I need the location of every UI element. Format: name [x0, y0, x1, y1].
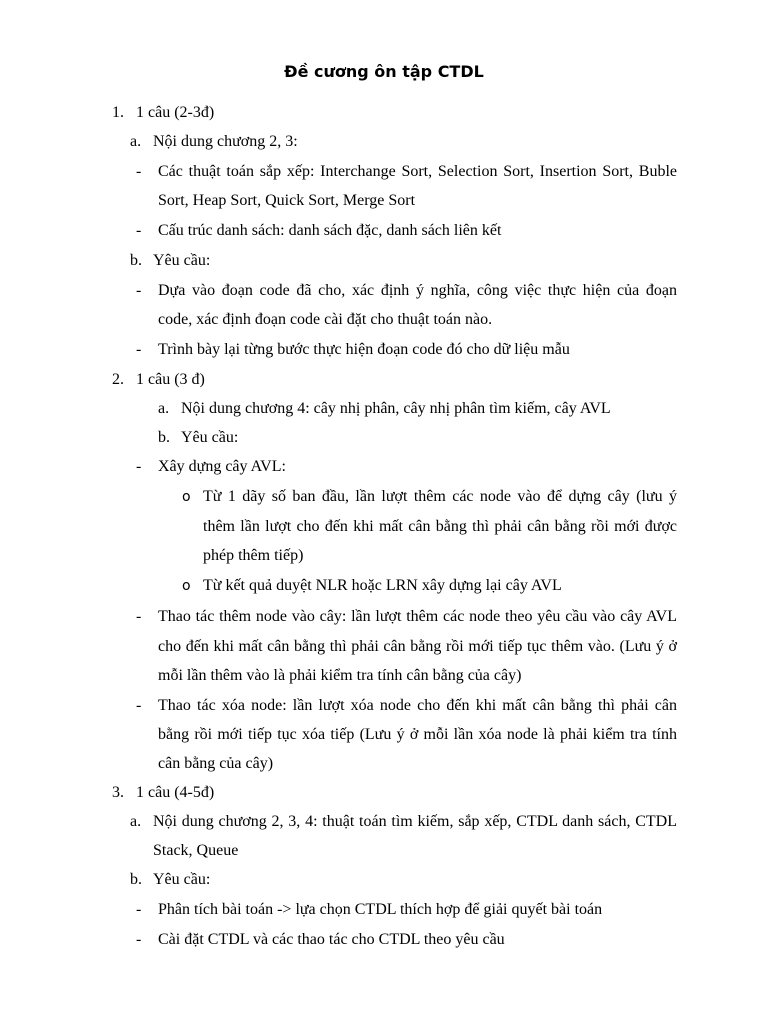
dash-bullet: -	[136, 163, 142, 180]
section-2-heading: 1 câu (3 đ)	[136, 371, 205, 388]
section-1-b-marker: b.	[130, 252, 142, 269]
section-1-a-label: Nội dung chương 2, 3:	[153, 133, 298, 150]
list-item-text: Dựa vào đoạn code đã cho, xác định ý nghĩa, công việc thực hiện của đoạn	[158, 282, 677, 299]
dash-bullet: -	[136, 222, 142, 239]
section-3-a-label: Stack, Queue	[153, 842, 239, 859]
dash-bullet: -	[136, 931, 142, 948]
list-item-text: thêm lần lượt cho đến khi mất cân bằng thì phải cân bằng rồi mới được	[203, 518, 677, 535]
circle-bullet-icon: o	[182, 578, 191, 594]
section-number-2: 2.	[112, 371, 124, 388]
section-3-b-marker: b.	[130, 871, 142, 888]
list-item-text: Xây dựng cây AVL:	[158, 458, 286, 475]
dash-bullet: -	[136, 282, 142, 299]
circle-bullet-icon: o	[182, 489, 191, 505]
section-1-a-marker: a.	[130, 133, 142, 150]
list-item-text: bằng rồi mới tiếp tục xóa tiếp (Lưu ý ở mỗi lần xóa node là phải kiểm tra tính	[158, 726, 677, 743]
list-item-text: Cấu trúc danh sách: danh sách đặc, danh sách liên kết	[158, 222, 502, 239]
list-item-text: Trình bày lại từng bước thực hiện đoạn code đó cho dữ liệu mẫu	[158, 341, 570, 358]
section-1-b-label: Yêu cầu:	[153, 252, 211, 269]
section-3-b-label: Yêu cầu:	[153, 871, 211, 888]
section-2-a-marker: a.	[158, 400, 170, 417]
section-2-b-marker: b.	[158, 429, 170, 446]
section-3-heading: 1 câu (4-5đ)	[136, 784, 215, 801]
section-3-a-label: Nội dung chương 2, 3, 4: thuật toán tìm kiếm, sắp xếp, CTDL danh sách, CTDL	[153, 813, 677, 830]
list-item-text: cho đến khi mất cân bằng thì phải cân bằng rồi mới tiếp tục thêm vào. (Lưu ý ở	[158, 638, 677, 655]
list-item-text: Các thuật toán sắp xếp: Interchange Sort, Selection Sort, Insertion Sort, Buble	[158, 163, 677, 180]
section-1-heading: 1 câu (2-3đ)	[136, 104, 215, 121]
list-item-text: Phân tích bài toán -> lựa chọn CTDL thích hợp để giải quyết bài toán	[158, 901, 603, 918]
document-title: Đề cương ôn tập CTDL	[284, 62, 484, 81]
list-item-text: code, xác định đoạn code cài đặt cho thuật toán nào.	[158, 311, 493, 328]
list-item-text: phép thêm tiếp)	[203, 547, 304, 564]
list-item-text: Thao tác thêm node vào cây: lần lượt thêm các node theo yêu cầu vào cây AVL	[158, 608, 677, 625]
dash-bullet: -	[136, 458, 142, 475]
section-number-1: 1.	[112, 104, 124, 121]
list-item-text: Thao tác xóa node: lần lượt xóa node cho đến khi mất cân bằng thì phải cân	[158, 697, 677, 714]
section-2-a-label: Nội dung chương 4: cây nhị phân, cây nhị phân tìm kiếm, cây AVL	[181, 400, 611, 417]
dash-bullet: -	[136, 608, 142, 625]
dash-bullet: -	[136, 341, 142, 358]
dash-bullet: -	[136, 697, 142, 714]
list-item-text: Sort, Heap Sort, Quick Sort, Merge Sort	[158, 192, 416, 209]
list-item-text: Từ kết quả duyệt NLR hoặc LRN xây dựng lại cây AVL	[203, 577, 562, 594]
section-number-3: 3.	[112, 784, 124, 801]
list-item-text: Cài đặt CTDL và các thao tác cho CTDL theo yêu cầu	[158, 931, 505, 948]
dash-bullet: -	[136, 901, 142, 918]
list-item-text: cân bằng của cây)	[158, 755, 274, 772]
list-item-text: Từ 1 dãy số ban đầu, lần lượt thêm các node vào để dựng cây (lưu ý	[203, 488, 677, 505]
section-2-b-label: Yêu cầu:	[181, 429, 239, 446]
list-item-text: mỗi lần thêm vào là phải kiểm tra tính cân bằng của cây)	[158, 667, 522, 684]
section-3-a-marker: a.	[130, 813, 142, 830]
